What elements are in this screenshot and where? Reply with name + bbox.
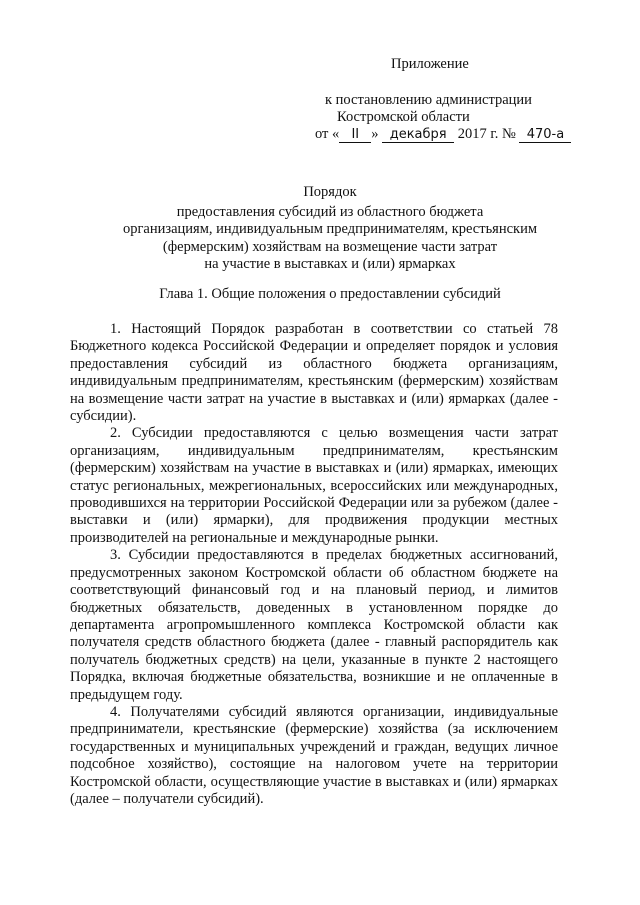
paragraph: 2. Субсидии предоставляются с целью возмещения части затрат организациям, индивидуальным предпринимателям, крестьянским (фермерским) хозяйствам на участие в выставках и (или) ярмарках, имеющих статус региональных, межрегиональных, всероссийских или международных, проводившихся на территории Российской Федерации или за рубежом (далее - выставки и (или) ярмарки), для продвижения продукции местных производителей на региональные и международные рынки.	[70, 425, 558, 546]
appendix-region-line: Костромской области	[337, 109, 470, 125]
appendix-date-line	[315, 126, 585, 143]
heading-line: предоставления субсидий из областного бюджета	[176, 203, 484, 220]
appendix-title: Приложение	[391, 56, 469, 72]
heading-line: (фермерским) хозяйствам на возмещение части затрат	[162, 238, 498, 255]
document-number: 470-а	[519, 127, 571, 143]
date-prefix: от «	[315, 126, 340, 142]
paragraph: 1. Настоящий Порядок разработан в соответствии со статьей 78 Бюджетного кодекса Российской Федерации и определяет порядок и условия предоставления субсидий из областного бюджета организациям, индивидуальным предпринимателям, крестьянским (фермерским) хозяйствам на возмещение части затрат на участие в выставках и (или) ярмарках (далее - субсидии).	[70, 321, 558, 425]
chapter-heading: Глава 1. Общие положения о предоставлении субсидий	[159, 286, 501, 302]
paragraph: 4. Получателями субсидий являются организации, индивидуальные предприниматели, крестьянские (фермерские) хозяйства (за исключением государственных и муниципальных учреждений и граждан, ведущих личное подсобное хозяйство), состоящие на налоговом учете на территории Костромской области, осуществляющие участие в выставках и (или) ярмарках (далее – получатели субсидий).	[70, 703, 558, 807]
appendix-resolution-line: к постановлению администрации	[325, 92, 532, 108]
appendix-block	[315, 56, 585, 143]
date-day: II	[339, 127, 371, 143]
document-title: Порядок	[303, 184, 357, 200]
date-year: 2017 г. №	[457, 126, 516, 142]
paragraph: 3. Субсидии предоставляются в пределах бюджетных ассигнований, предусмотренных законом Костромской области об областном бюджете на соответствующий финансовый год и на плановый период, и лимитов бюджетных обязательств, доведенных в установленном порядке до департамента агропромышленного комплекса Костромской области как получателя средств областного бюджета (далее - главный распорядитель как получатель бюджетных средств) на цели, указанные в пункте 2 настоящего Порядка, включая бюджетные обязательства, возникшие и не оплаченные в предыдущем году.	[70, 547, 558, 703]
date-mid: »	[371, 126, 379, 142]
document-heading	[70, 184, 590, 274]
heading-line: на участие в выставках и (или) ярмарках	[204, 256, 456, 272]
date-month: декабря	[382, 127, 454, 143]
heading-line: организациям, индивидуальным предпринимателям, крестьянским	[122, 221, 538, 237]
body-text	[70, 321, 558, 808]
